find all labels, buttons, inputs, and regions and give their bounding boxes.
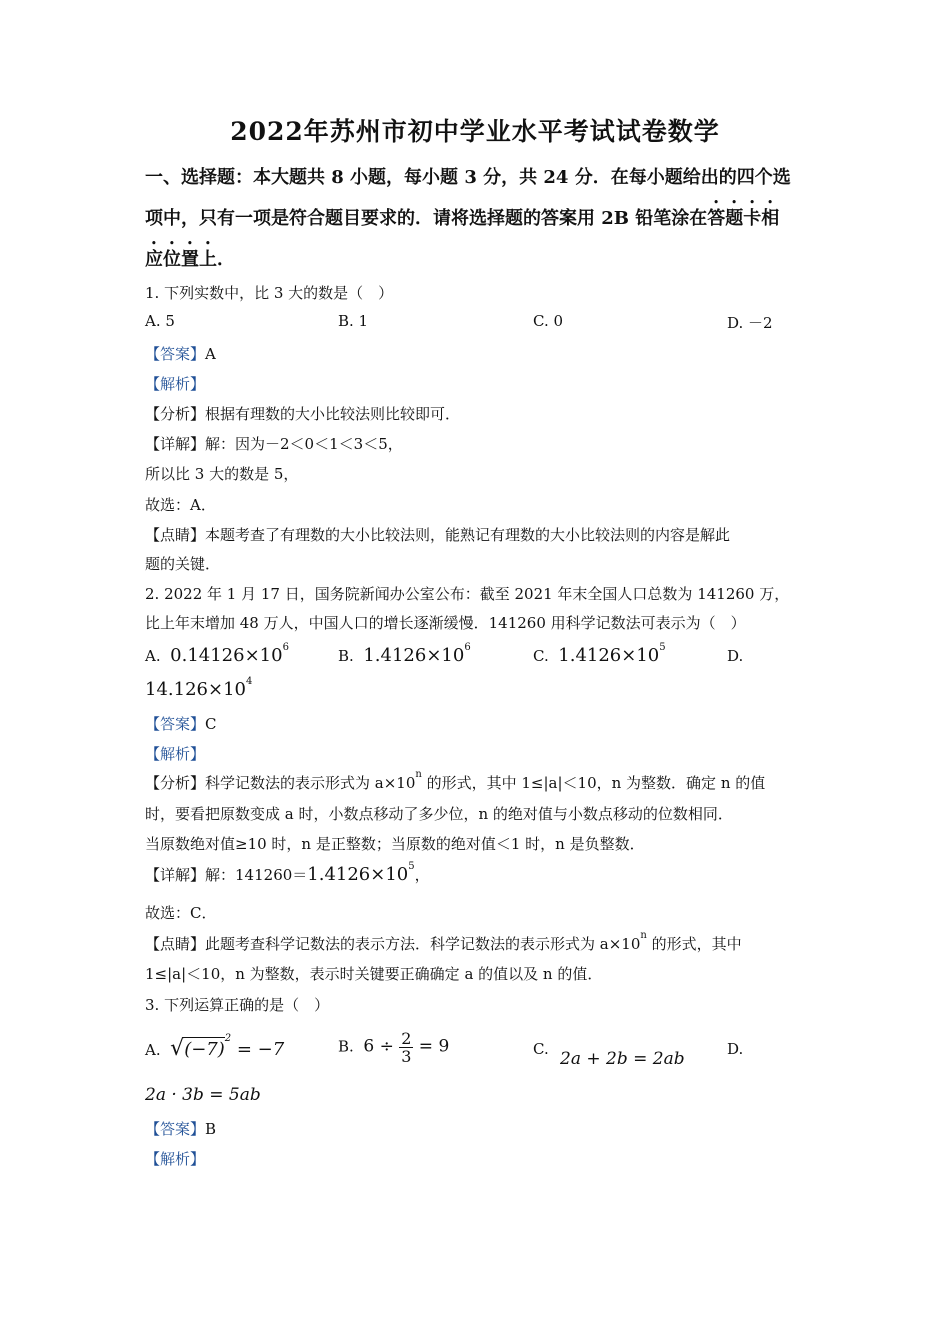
- emphasis-text: 答题卡相: [707, 208, 780, 229]
- q1-option-d: D. －2: [727, 314, 773, 332]
- q2-analysis-tag: 【解析】: [145, 745, 206, 763]
- q2-stem-2: 比上年末增加 48 万人，中国人口的增长逐渐缓慢．141260 用科学记数法可表示为（ ）: [145, 614, 746, 632]
- q2-option-d: $14.126\times 10^4$: [145, 676, 253, 700]
- q2-option-b: B. $1.4126\times 10^6$: [338, 642, 471, 666]
- q1-option-a: A. 5: [145, 312, 175, 330]
- page-title: 2022年苏州市初中学业水平考试试卷数学: [230, 117, 720, 146]
- q2-answer: 【答案】C: [145, 715, 217, 733]
- emphasis-text: 应位置上: [145, 249, 217, 270]
- sqrt-expression: $√(-7)^2 = -7$: [170, 1033, 285, 1061]
- q3-stem: 3. 下列运算正确的是（ ）: [145, 996, 330, 1014]
- q2-xiangjie: 【详解】解：$141260=1.4126\times 10^5$，: [145, 861, 430, 885]
- fraction: $\frac{2}{3}$: [401, 1029, 412, 1066]
- q1-dianjing-cont: 题的关键．: [145, 555, 221, 573]
- q2-choose-line: 故选：C．: [145, 904, 217, 922]
- q2-fenxi-cont-2: 当原数绝对值≥10 时，n 是正整数；当原数的绝对值＜1 时，n 是负整数．: [145, 835, 645, 853]
- q1-answer: 【答案】A: [145, 345, 216, 363]
- q1-option-b: B. 1: [338, 312, 369, 330]
- q3-answer: 【答案】B: [145, 1120, 217, 1138]
- q2-option-d-label: D.: [727, 647, 744, 665]
- section-line-3: 应位置上．: [145, 249, 235, 270]
- q1-so-line: 所以比 3 大的数是 5，: [145, 465, 299, 483]
- section-line-2: 项中，只有一项是符合题目要求的．请将选择题的答案用 2B 铅笔涂在答题卡相: [145, 208, 780, 229]
- q1-choose-line: 故选：A．: [145, 496, 216, 514]
- q1-option-c: C. 0: [533, 312, 564, 330]
- q2-dianjing: 【点睛】此题考查科学记数法的表示方法．科学记数法的表示形式为 $a\times 10^n$ 的形式，其中: [145, 930, 742, 953]
- q3-option-c-label: C.: [533, 1040, 549, 1058]
- q3-option-c: 2a + 2b = 2ab: [560, 1049, 685, 1069]
- q3-option-d: 2a · 3b = 5ab: [145, 1085, 261, 1105]
- q1-xiangjie: 【详解】解：因为－2＜0＜1＜3＜5，: [145, 435, 403, 453]
- q2-fenxi: 【分析】科学记数法的表示形式为 $a\times 10^n$ 的形式，其中 1≤|a|＜10，n 为整数．确定 n 的值: [145, 769, 766, 792]
- q2-fenxi-cont-1: 时，要看把原数变成 a 时，小数点移动了多少位，n 的绝对值与小数点移动的位数相同．: [145, 805, 733, 823]
- q2-dianjing-cont: 1≤|a|＜10，n 为整数，表示时关键要正确确定 a 的值以及 n 的值．: [145, 965, 603, 983]
- q1-stem: 1. 下列实数中，比 3 大的数是（ ）: [145, 284, 394, 302]
- q1-fenxi: 【分析】根据有理数的大小比较法则比较即可．: [145, 405, 461, 423]
- section-line-1: 一、选择题：本大题共 8 小题，每小题 3 分，共 24 分．在每小题给出的四个选: [145, 167, 791, 188]
- q2-option-c: C. $1.4126\times 10^5$: [533, 642, 666, 666]
- radical-sign-icon: √: [170, 1036, 185, 1061]
- q3-option-d-label: D.: [727, 1040, 744, 1058]
- q2-stem-1: 2. 2022 年 1 月 17 日，国务院新闻办公室公布：截至 2021 年末全国人口总数为 141260 万，: [145, 585, 790, 603]
- section-heading: [145, 158, 810, 280]
- q3-option-b: B. 6 ÷ $\frac{2}{3}$ = 9: [338, 1029, 450, 1066]
- q3-option-a: A. $√(-7)^2 = -7$: [145, 1033, 285, 1061]
- q3-analysis-tag: 【解析】: [145, 1150, 206, 1168]
- q1-analysis-tag: 【解析】: [145, 375, 206, 393]
- q2-option-a: A. $0.14126\times 10^6$: [145, 642, 289, 666]
- q1-dianjing: 【点睛】本题考查了有理数的大小比较法则，能熟记有理数的大小比较法则的内容是解此: [145, 526, 731, 544]
